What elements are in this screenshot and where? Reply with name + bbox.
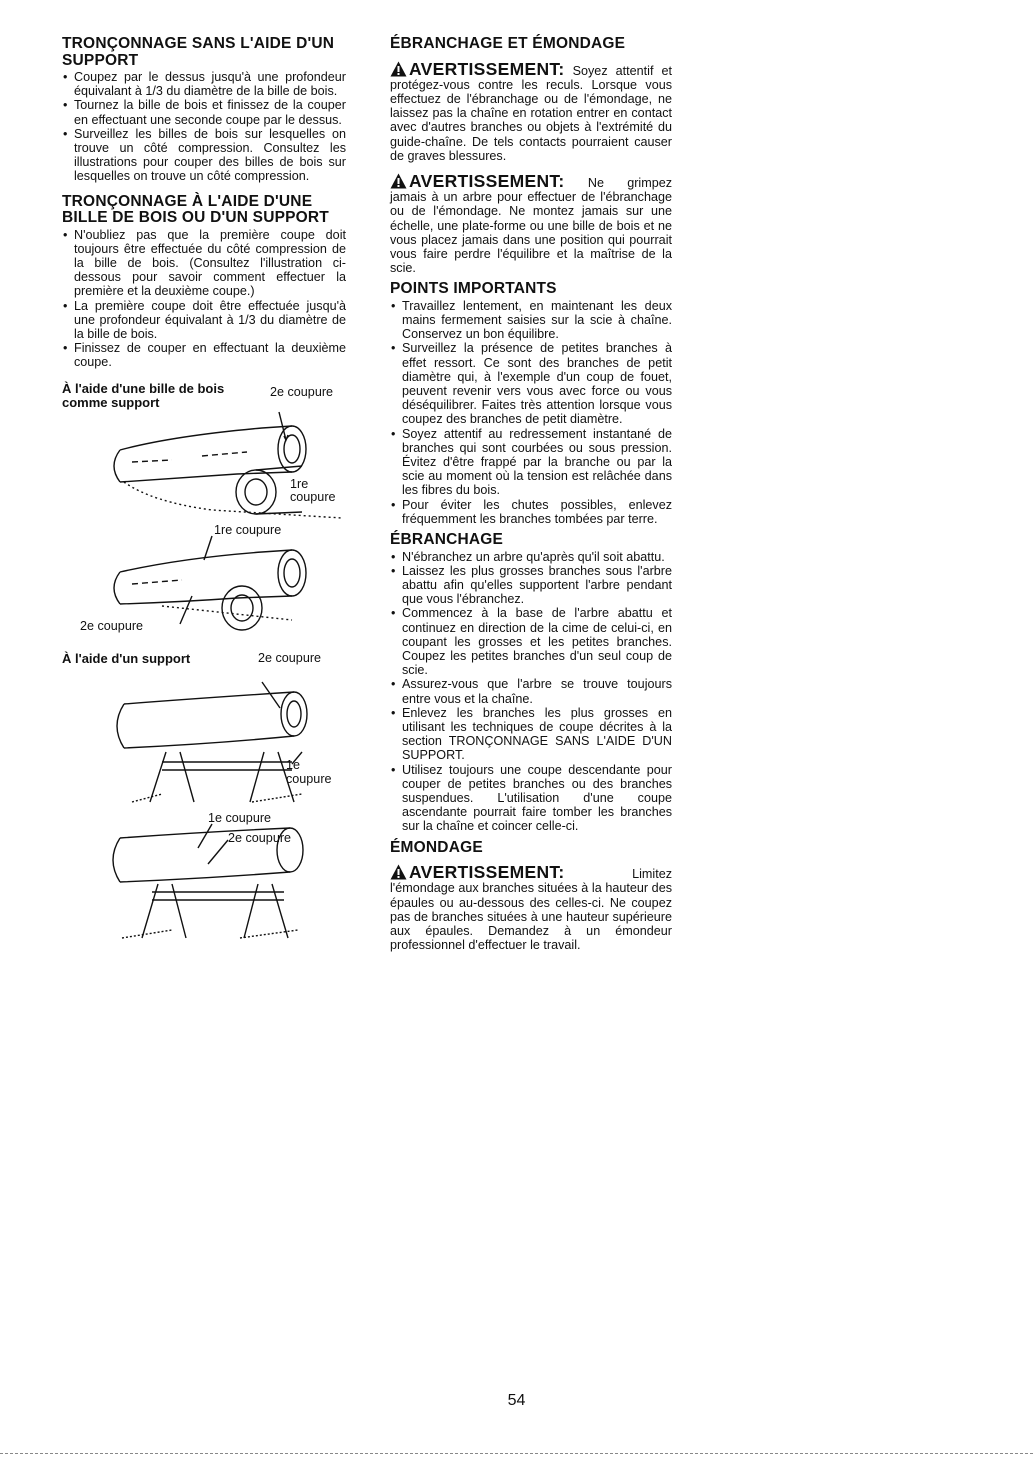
label-1re-coupure: [290, 478, 340, 504]
list-sans-support: [62, 70, 346, 184]
list-item: • Assurez-vous que l'arbre se trouve toujours entre vous et la chaîne.: [390, 677, 672, 705]
list-ebranchage: [390, 550, 672, 834]
label-2e-coupure-b: 2e coupure: [80, 618, 144, 633]
warning-triangle-icon: [390, 61, 407, 77]
figure-log-support: [62, 382, 346, 644]
list-item: • Tournez la bille de bois et finissez de la couper en effectuant une seconde coupe par le dessus.: [62, 98, 346, 126]
warning-text: Soyez attentif et protégez-vous contre les reculs. Lorsque vous effectuez de l'ébranchage ou de l'émondage, ne laissez pas la chaîne en rotation entrer en contact avec d'autres branches ou objets à l'extrémité du guide-chaîne. De tels contacts pourraient causer de graves blessures.: [390, 63, 673, 163]
label-1e-coupure-text: 1e coupure: [286, 757, 332, 786]
list-item: • Soyez attentif au redressement instantané de branches qui sont courbées ou sous pression. Évitez d'être frappé par la branche ou par la scie au moment où la tension est relâchée dans les fibres du bois.: [390, 427, 672, 498]
heading-ebranchage: ÉBRANCHAGE: [390, 531, 504, 549]
figure-caption: À l'aide d'une bille de bois comme support: [62, 380, 225, 410]
heading-ebranchage-emondage: ÉBRANCHAGE ET ÉMONDAGE: [390, 35, 626, 52]
label-2e-coupure-b: 2e coupure: [228, 830, 292, 845]
list-avec-support: [62, 228, 346, 370]
warning-text: Ne grimpez jamais à un arbre pour effectuer de l'ébranchage ou de l'émondage. Ne montez jamais sur une échelle, une plate-forme ou une bille de bois et ne vous placez jamais dans une position qui pourrait vous faire perdre l'équilibre et la maîtrise de la scie.: [390, 175, 673, 276]
list-item: • N'oubliez pas que la première coupe doit toujours être effectuée du côté compression de la bille de bois. (Consultez l'illustration ci-dessous pour savoir comment effectuer la première et la deuxième coupe.): [62, 228, 346, 299]
list-item: • La première coupe doit être effectuée jusqu'à une profondeur équivalant à 1/3 du diamètre de la bille de bois.: [62, 299, 346, 342]
list-item: • N'ébranchez un arbre qu'après qu'il soit abattu.: [390, 550, 672, 564]
left-column: [62, 36, 346, 952]
figure-caption: À l'aide d'un support: [62, 650, 191, 666]
sawhorse-illustration: [62, 652, 346, 952]
list-item: • Coupez par le dessus jusqu'à une profondeur équivalant à 1/3 du diamètre de la bille de bois.: [62, 70, 346, 98]
page-bottom-rule: [0, 1453, 1033, 1454]
heading-tronconnage-sans-support: TRONÇONNAGE SANS L'AIDE D'UN SUPPORT: [62, 35, 335, 69]
list-item: • Surveillez les billes de bois sur lesquelles on trouve un côté compression. Consultez les illustrations pour couper des billes de bois sur lesquelles on trouve un côté compression.: [62, 127, 346, 184]
warning-label: AVERTISSEMENT:: [409, 862, 565, 883]
list-item: • Surveillez la présence de petites branches à effet ressort. Ce sont des branches de petit diamètre qui, à l'exemple d'un coup de fouet, peuvent revenir vers vous avec force ou vous déséquilibrer. Faites très attention lorsque vous coupez des branches de petit diamètre.: [390, 341, 672, 426]
warning-text: Limitez l'émondage aux branches situées à la hauteur des épaules ou au-dessous des celles-ci. Ne coupez pas de branches situées à une hauteur supérieure aux épaules. Demandez à un émondeur professionnel d'effectuer le travail.: [390, 867, 672, 953]
label-1re-coupure-text: 1re coupure: [290, 476, 336, 504]
list-item: • Enlevez les branches les plus grosses en utilisant les techniques de coupe décrites à la section TRONÇONNAGE SANS L'AIDE D'UN SUPPORT.: [390, 706, 672, 763]
heading-points-importants: POINTS IMPORTANTS: [390, 280, 557, 298]
list-item: • Utilisez toujours une coupe descendante pour couper de petites branches ou des branches suspendues. L'utilisation d'une coupe ascendante pourrait faire tomber les branches sur la chaîne et coincer celle-ci.: [390, 763, 672, 834]
label-2e-coupure: 2e coupure: [258, 650, 322, 665]
heading-tronconnage-avec-support: TRONÇONNAGE À L'AIDE D'UNE BILLE DE BOIS OU D'UN SUPPORT: [62, 192, 329, 227]
warning-triangle-icon: [390, 864, 407, 880]
right-column: [390, 36, 672, 958]
heading-emondage: ÉMONDAGE: [390, 838, 483, 856]
label-1e-coupure: [286, 758, 340, 786]
list-points-importants: [390, 299, 672, 526]
label-2e-coupure: 2e coupure: [270, 384, 334, 399]
list-item: • Commencez à la base de l'arbre abattu et continuez en direction de la cime de celui-ci, en coupant les grosses et les petites branches. Coupez les petites branches d'un seul coup de scie.: [390, 606, 672, 677]
list-item: • Laissez les plus grosses branches sous l'arbre abattu afin qu'elles supportent l'arbre pendant que vous l'ébranchez.: [390, 564, 672, 607]
figure-sawhorse-support: [62, 652, 346, 952]
warning-label: AVERTISSEMENT:: [409, 170, 565, 191]
warning-paragraph: [390, 170, 673, 276]
page-number: 54: [507, 1392, 526, 1409]
list-item: • Finissez de couper en effectuant la deuxième coupe.: [62, 341, 346, 369]
log-support-illustration: [62, 382, 346, 644]
warning-triangle-icon: [390, 173, 407, 189]
list-item: • Pour éviter les chutes possibles, enlevez fréquemment les branches tombées par terre.: [390, 498, 672, 526]
warning-label: AVERTISSEMENT:: [409, 58, 565, 79]
list-item: • Travaillez lentement, en maintenant les deux mains fermement saisies sur la scie à chaîne. Conservez un bon équilibre.: [390, 299, 672, 342]
warning-paragraph: [390, 864, 672, 952]
warning-paragraph: [390, 58, 673, 163]
label-1re-coupure-b: 1re coupure: [214, 522, 282, 537]
label-1e-coupure-b: 1e coupure: [208, 810, 272, 825]
